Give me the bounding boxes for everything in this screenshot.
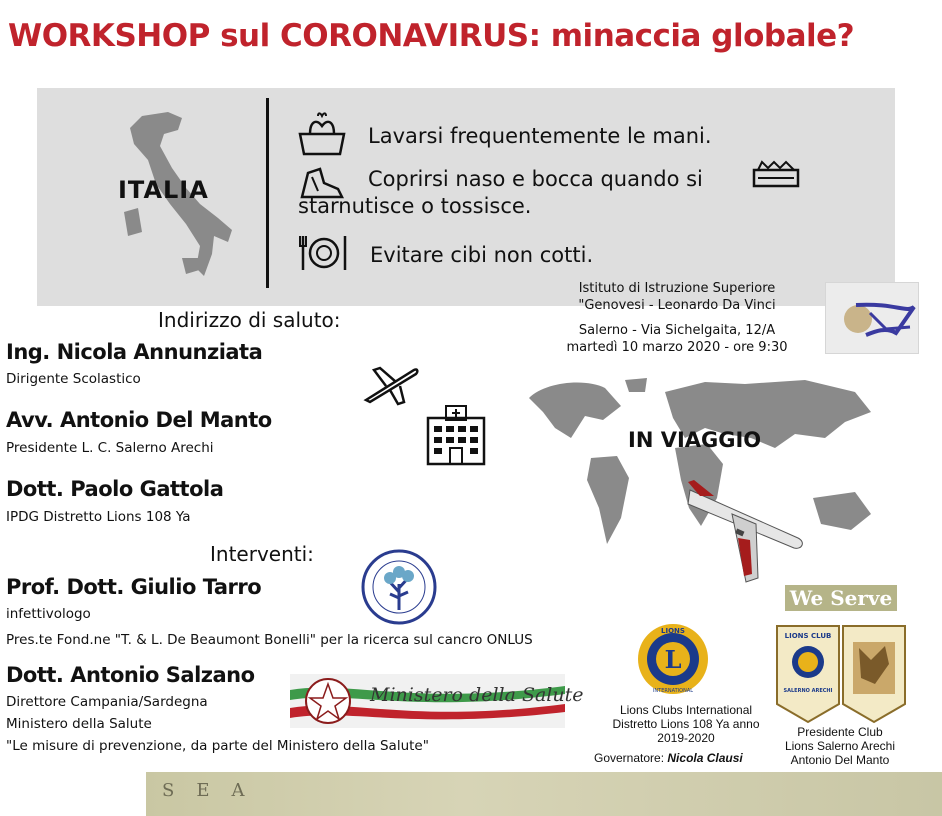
ministero-logo-text: Ministero della Salute	[370, 684, 584, 706]
venue-line-4: martedì 10 marzo 2020 - ore 9:30	[566, 340, 788, 355]
tip-cooked-food: Evitare cibi non cotti.	[370, 243, 594, 267]
speaker-name: Avv. Antonio Del Manto	[6, 408, 272, 432]
club-president-info	[770, 725, 910, 767]
speaker-role: IPDG Distretto Lions 108 Ya	[6, 509, 191, 525]
lions-logo-top-text: LIONS	[661, 627, 685, 635]
venue-info	[527, 280, 827, 356]
school-logo-icon	[826, 283, 918, 353]
hand-washing-icon	[296, 112, 348, 158]
tip-cover-mouth: Coprirsi naso e bocca quando si	[368, 167, 703, 191]
venue-line-3: Salerno - Via Sichelgaita, 12/A	[578, 323, 776, 338]
tip-wash-hands: Lavarsi frequentemente le mani.	[368, 124, 712, 148]
president-line-2: Lions Salerno Arechi	[784, 739, 896, 753]
president-line-1: Presidente Club	[797, 725, 883, 739]
venue-line-2: "Genovesi - Leonardo Da Vinci	[578, 298, 776, 313]
lions-international-logo-icon	[636, 622, 710, 696]
speaker-name: Ing. Nicola Annunziata	[6, 340, 263, 364]
we-serve-badge: We Serve	[785, 585, 897, 611]
governor-line	[594, 751, 743, 765]
school-logo	[825, 282, 919, 354]
lions-district-info	[586, 703, 786, 745]
tissue-box-icon	[752, 160, 800, 188]
speaker-role: infettivologo	[6, 606, 91, 622]
speaker-role-org: Ministero della Salute	[6, 716, 152, 732]
saluto-heading: Indirizzo di saluto:	[158, 308, 341, 332]
banner-divider	[266, 98, 269, 288]
italia-label: ITALIA	[118, 176, 209, 204]
speaker-role: Dirigente Scolastico	[6, 371, 141, 387]
airplane-icon	[360, 362, 420, 406]
governor-name: Nicola Clausi	[667, 751, 743, 765]
sea-map-label: SEA	[162, 780, 267, 801]
tip-cover-mouth-line2: starnutisce o tossisce.	[298, 194, 532, 218]
lions-line-3: 2019-2020	[657, 731, 715, 745]
ministero-salute-logo	[290, 668, 584, 732]
club-pennant-top-text: LIONS CLUB	[784, 632, 832, 640]
speaker-name: Dott. Paolo Gattola	[6, 477, 224, 501]
plate-cutlery-icon	[298, 232, 350, 274]
page-title: WORKSHOP sul CORONAVIRUS: minaccia globale?	[8, 18, 855, 54]
lions-line-1: Lions Clubs International	[619, 703, 753, 717]
venue-line-1: Istituto di Istruzione Superiore	[578, 281, 776, 296]
svg-text:L: L	[664, 645, 682, 674]
president-line-3: Antonio Del Manto	[790, 753, 890, 767]
club-pennant-bottom-text: SALERNO ARECHI	[783, 688, 833, 694]
club-pennants-icon	[775, 624, 907, 724]
lions-logo-bottom-text: INTERNATIONAL	[652, 688, 694, 694]
lions-line-2: Distretto Lions 108 Ya anno	[612, 717, 760, 731]
speaker-name: Dott. Antonio Salzano	[6, 663, 255, 687]
speaker-role: Direttore Campania/Sardegna	[6, 694, 208, 710]
speaker-role: Presidente L. C. Salerno Arechi	[6, 440, 214, 456]
hospital-icon	[424, 404, 488, 466]
speaker-name: Prof. Dott. Giulio Tarro	[6, 575, 262, 599]
speaker-talk-title: "Le misure di prevenzione, da parte del Ministero della Salute"	[6, 738, 429, 754]
in-viaggio-label: IN VIAGGIO	[628, 428, 762, 452]
interventi-heading: Interventi:	[210, 542, 314, 566]
governor-label: Governatore:	[594, 751, 665, 765]
foundation-seal-icon	[360, 548, 438, 626]
airliner-icon	[680, 478, 810, 588]
speaker-role-detail: Pres.te Fond.ne "T. & L. De Beaumont Bonelli" per la ricerca sul cancro ONLUS	[6, 632, 533, 648]
